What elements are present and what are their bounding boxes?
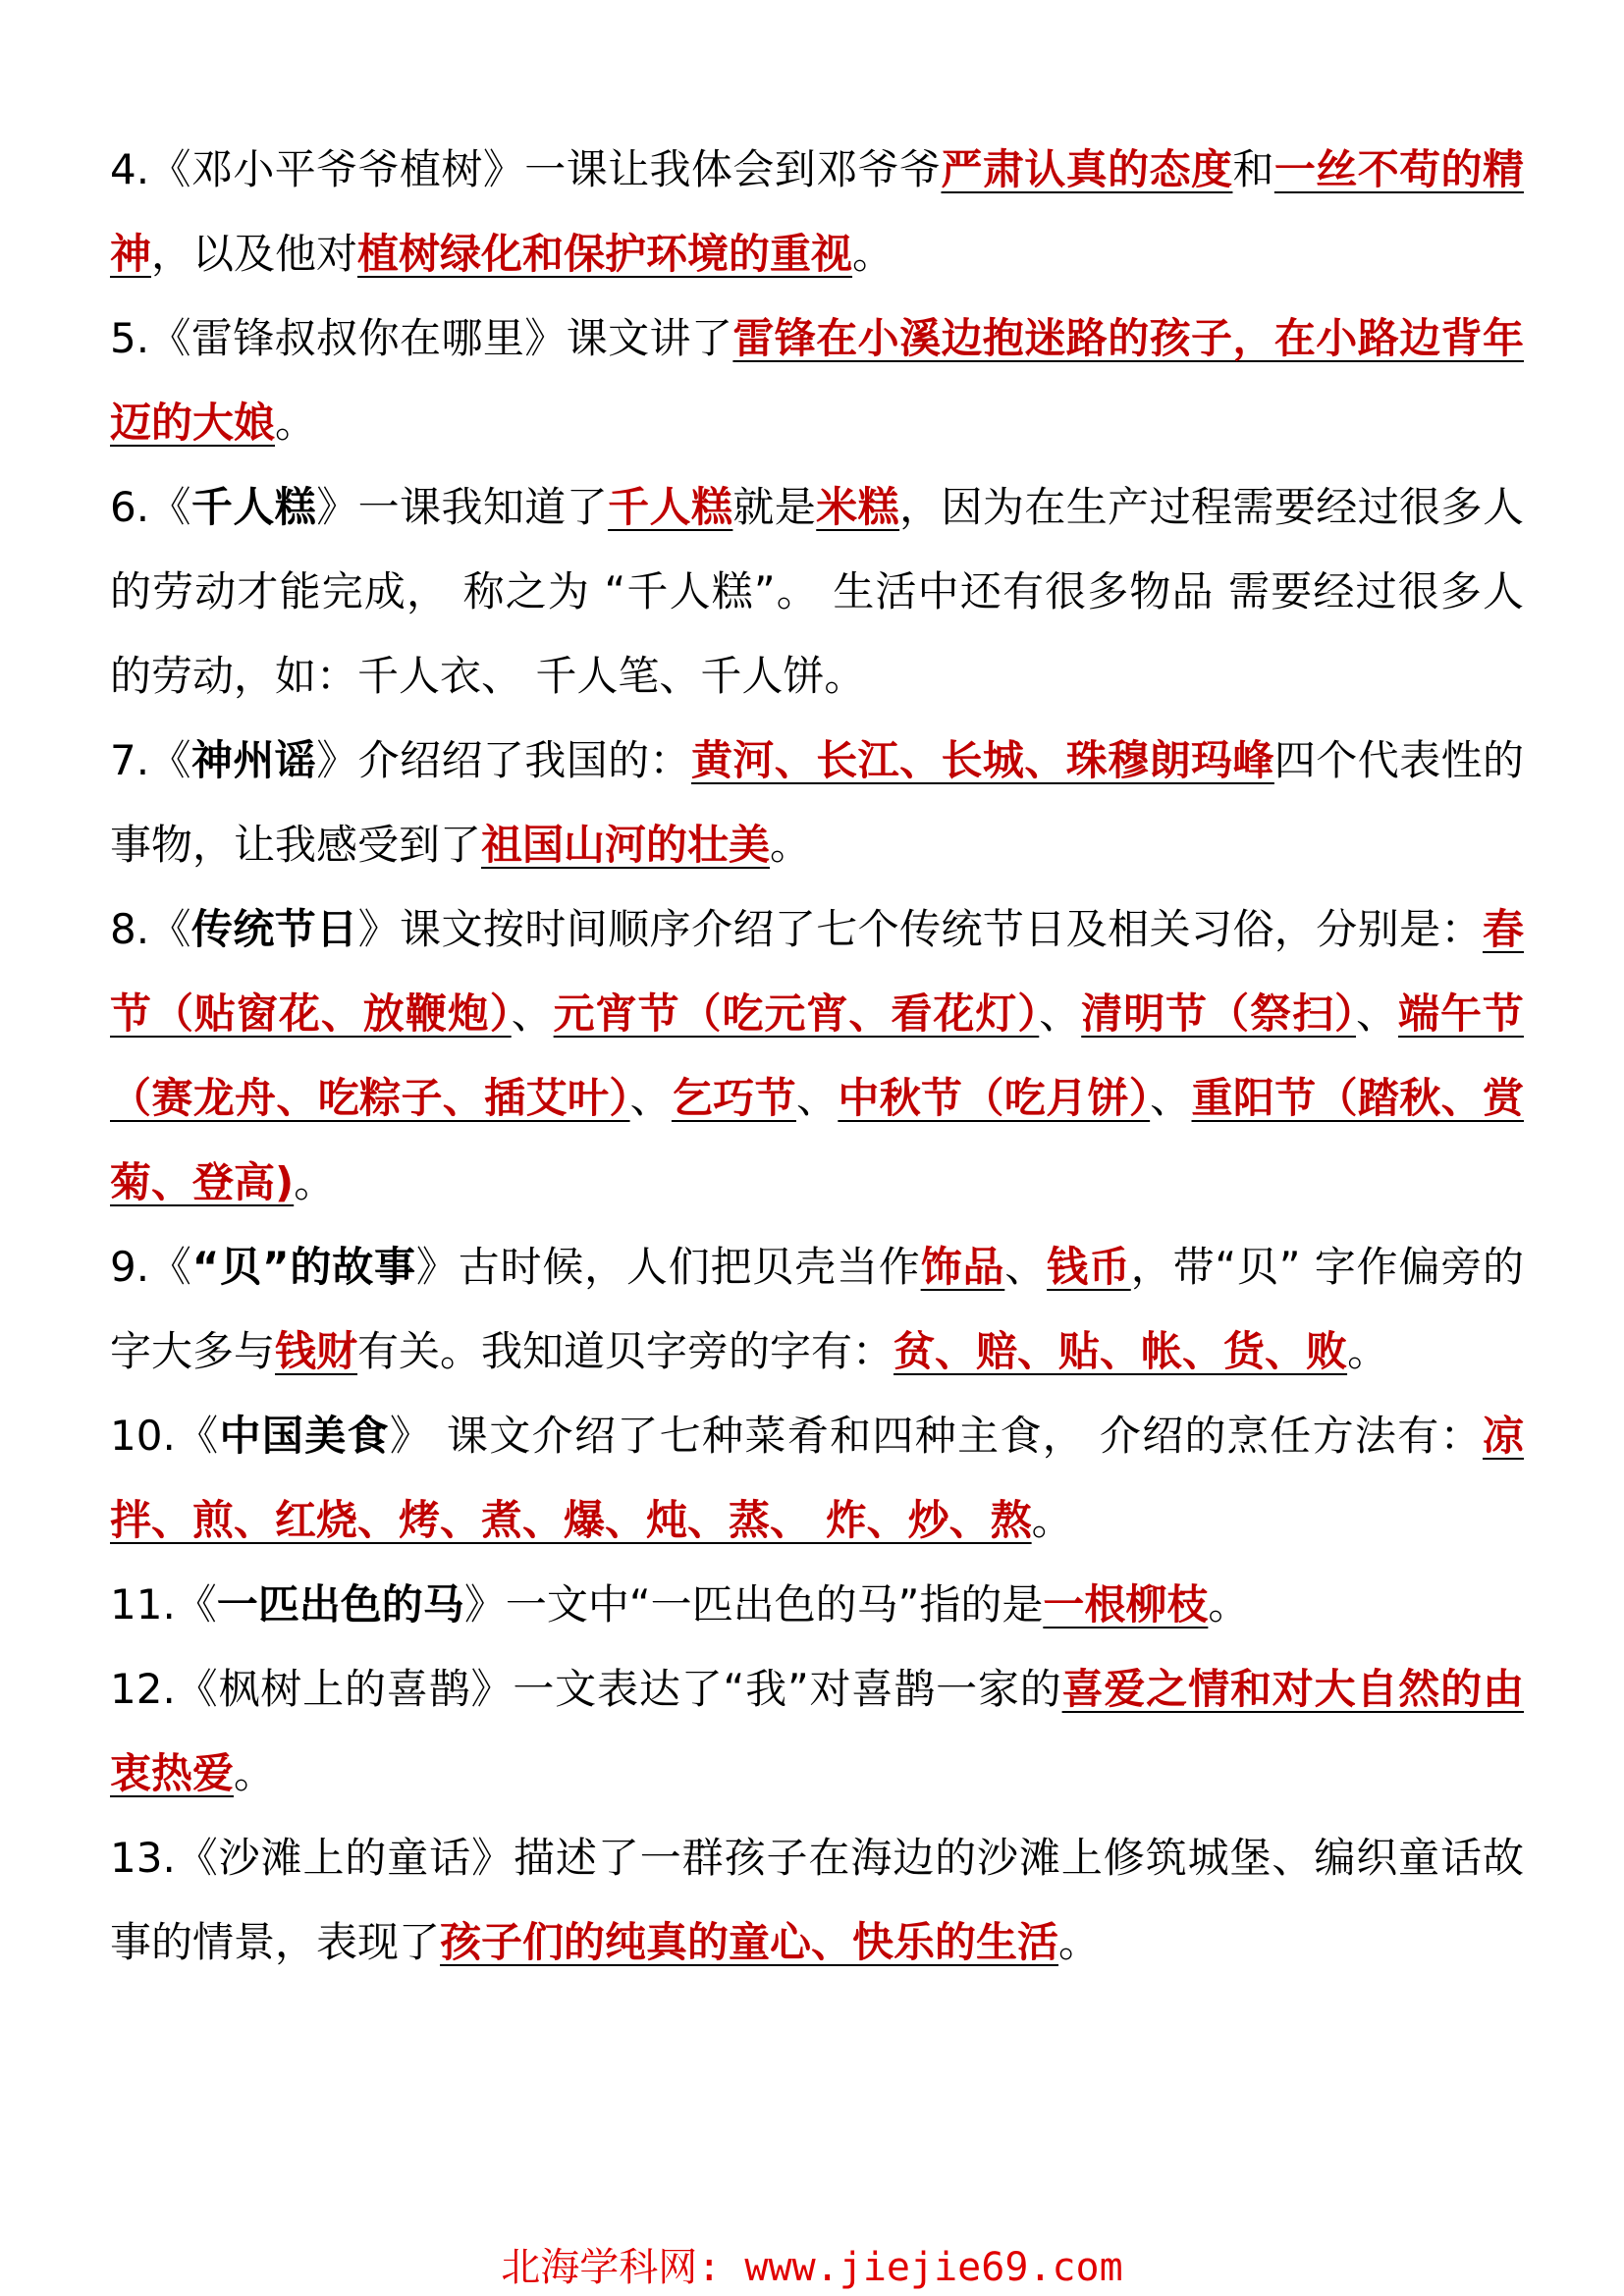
answer-segment: 清明节（祭扫） xyxy=(1081,989,1357,1038)
answer-segment: 元宵节（吃元宵、看花灯） xyxy=(553,989,1040,1038)
item-5 xyxy=(110,296,1524,465)
text-segment: 11.《 xyxy=(110,1580,217,1629)
answer-segment: 乞巧节 xyxy=(671,1074,796,1122)
item-4 xyxy=(110,128,1524,296)
answer-segment: 钱币 xyxy=(1047,1243,1131,1291)
text-segment: 10.《 xyxy=(110,1412,220,1460)
item-10 xyxy=(110,1394,1524,1563)
text-segment: 6.《 xyxy=(110,483,191,531)
footer-watermark: 北海学科网: www.jiejie69.com xyxy=(501,2245,1123,2290)
answer-segment: 饰品 xyxy=(920,1243,1005,1291)
answer-segment: 端午节（赛龙舟、吃粽子、插艾叶） xyxy=(110,989,1524,1122)
text-segment: 》古时候，人们把贝壳当作 xyxy=(415,1243,921,1291)
text-segment: 有关。我知道贝字旁的字有： xyxy=(357,1327,894,1375)
text-segment: 。 xyxy=(234,1749,276,1797)
item-11 xyxy=(110,1563,1524,1647)
text-segment: 5.《雷锋叔叔你在哪里》课文讲了 xyxy=(110,314,733,362)
text-segment: ，因为在生产过程需要经过很多人的劳动才能完成， 称之为 “千人糕”。 生活中还有很多物品 需要经过很多人的劳动，如：千人衣、 千人笔、千人饼。 xyxy=(110,483,1524,700)
text-segment: 就是 xyxy=(732,483,817,531)
text-segment: 。 xyxy=(1208,1580,1250,1629)
answer-segment: 喜爱之情和对大自然的由衷热爱 xyxy=(110,1665,1524,1797)
text-segment: 、 xyxy=(511,989,554,1038)
text-segment: 、 xyxy=(629,1074,672,1122)
text-segment: ，带“贝” 字作偏旁的字大多与 xyxy=(110,1243,1524,1375)
answer-segment: 一丝不苟的精神 xyxy=(110,145,1524,278)
text-segment: 4.《邓小平爷爷植树》一课让我体会到邓爷爷 xyxy=(110,145,942,193)
answer-segment: 中秋节（吃月饼） xyxy=(838,1074,1151,1122)
text-segment: 、 xyxy=(1150,1074,1192,1122)
text-segment: 。 xyxy=(1347,1327,1389,1375)
answer-segment: 重阳节（踏秋、赏菊、登高) xyxy=(110,1074,1524,1206)
answer-segment: 春节（贴窗花、放鞭炮） xyxy=(110,905,1524,1038)
item-9 xyxy=(110,1225,1524,1394)
answer-segment: 雷锋在小溪边抱迷路的孩子，在小路边背年迈的大娘 xyxy=(110,314,1524,447)
answer-segment: 黄河、长江、长城、珠穆朗玛峰 xyxy=(690,736,1274,784)
answer-segment: 一根柳枝 xyxy=(1043,1580,1209,1629)
text-segment: 、 xyxy=(1004,1243,1048,1291)
answer-segment: 孩子们的纯真的童心、快乐的生活 xyxy=(440,1918,1059,1966)
lesson-title: 中国美食 xyxy=(219,1412,390,1460)
lesson-title: 神州谣 xyxy=(190,736,317,784)
text-segment: 7.《 xyxy=(110,736,191,784)
text-segment: 、 xyxy=(1356,989,1398,1038)
text-segment: 、 xyxy=(1039,989,1082,1038)
answer-segment: 祖国山河的壮美 xyxy=(481,821,771,869)
text-segment: 。 xyxy=(1031,1496,1073,1544)
answer-segment: 植树绿化和保护环境的重视 xyxy=(357,230,853,278)
text-segment: ，以及他对 xyxy=(151,230,358,278)
text-segment: 》 课文介绍了七种菜肴和四种主食， 介绍的烹任方法有： xyxy=(389,1412,1483,1460)
item-6 xyxy=(110,465,1524,719)
text-segment: 。 xyxy=(770,821,812,869)
lesson-title: 一匹出色的马 xyxy=(216,1580,464,1629)
text-segment: 》介绍绍了我国的： xyxy=(316,736,691,784)
item-13 xyxy=(110,1816,1524,1985)
answer-segment: 米糕 xyxy=(816,483,900,531)
text-segment: 13.《沙滩上的童话》描述了一群孩子在海边的沙滩上修筑城堡、编织童话故事的情景，表现了 xyxy=(110,1834,1524,1966)
text-segment: 。 xyxy=(852,230,894,278)
document-body xyxy=(110,128,1524,1985)
answer-segment: 贫、赔、贴、帐、货、败 xyxy=(893,1327,1348,1375)
text-segment: 》一课我知道了 xyxy=(316,483,609,531)
lesson-title: 传统节日 xyxy=(190,905,358,953)
text-segment: 9.《 xyxy=(110,1243,192,1291)
answer-segment: 钱财 xyxy=(275,1327,358,1375)
text-segment: 和 xyxy=(1232,145,1274,193)
text-segment: 。 xyxy=(294,1158,336,1206)
text-segment: 。 xyxy=(1058,1918,1101,1966)
text-segment: 12.《枫树上的喜鹊》一文表达了“我”对喜鹊一家的 xyxy=(110,1665,1062,1713)
text-segment: 。 xyxy=(275,399,317,447)
text-segment: 8.《 xyxy=(110,905,191,953)
lesson-title: “贝”的故事 xyxy=(191,1243,416,1291)
text-segment: 四个代表性的事物，让我感受到了 xyxy=(110,736,1524,869)
item-12 xyxy=(110,1647,1524,1816)
answer-segment: 严肃认真的态度 xyxy=(941,145,1233,193)
text-segment: 》一文中“一匹出色的马”指的是 xyxy=(463,1580,1044,1629)
answer-segment: 千人糕 xyxy=(608,483,733,531)
lesson-title: 千人糕 xyxy=(190,483,317,531)
item-8 xyxy=(110,887,1524,1225)
answer-segment: 凉拌、煎、红烧、烤、煮、爆、炖、蒸、 炸、炒、熬 xyxy=(110,1412,1524,1544)
text-segment: 》课文按时间顺序介绍了七个传统节日及相关习俗，分别是： xyxy=(357,905,1483,953)
item-7 xyxy=(110,719,1524,887)
text-segment: 、 xyxy=(795,1074,839,1122)
